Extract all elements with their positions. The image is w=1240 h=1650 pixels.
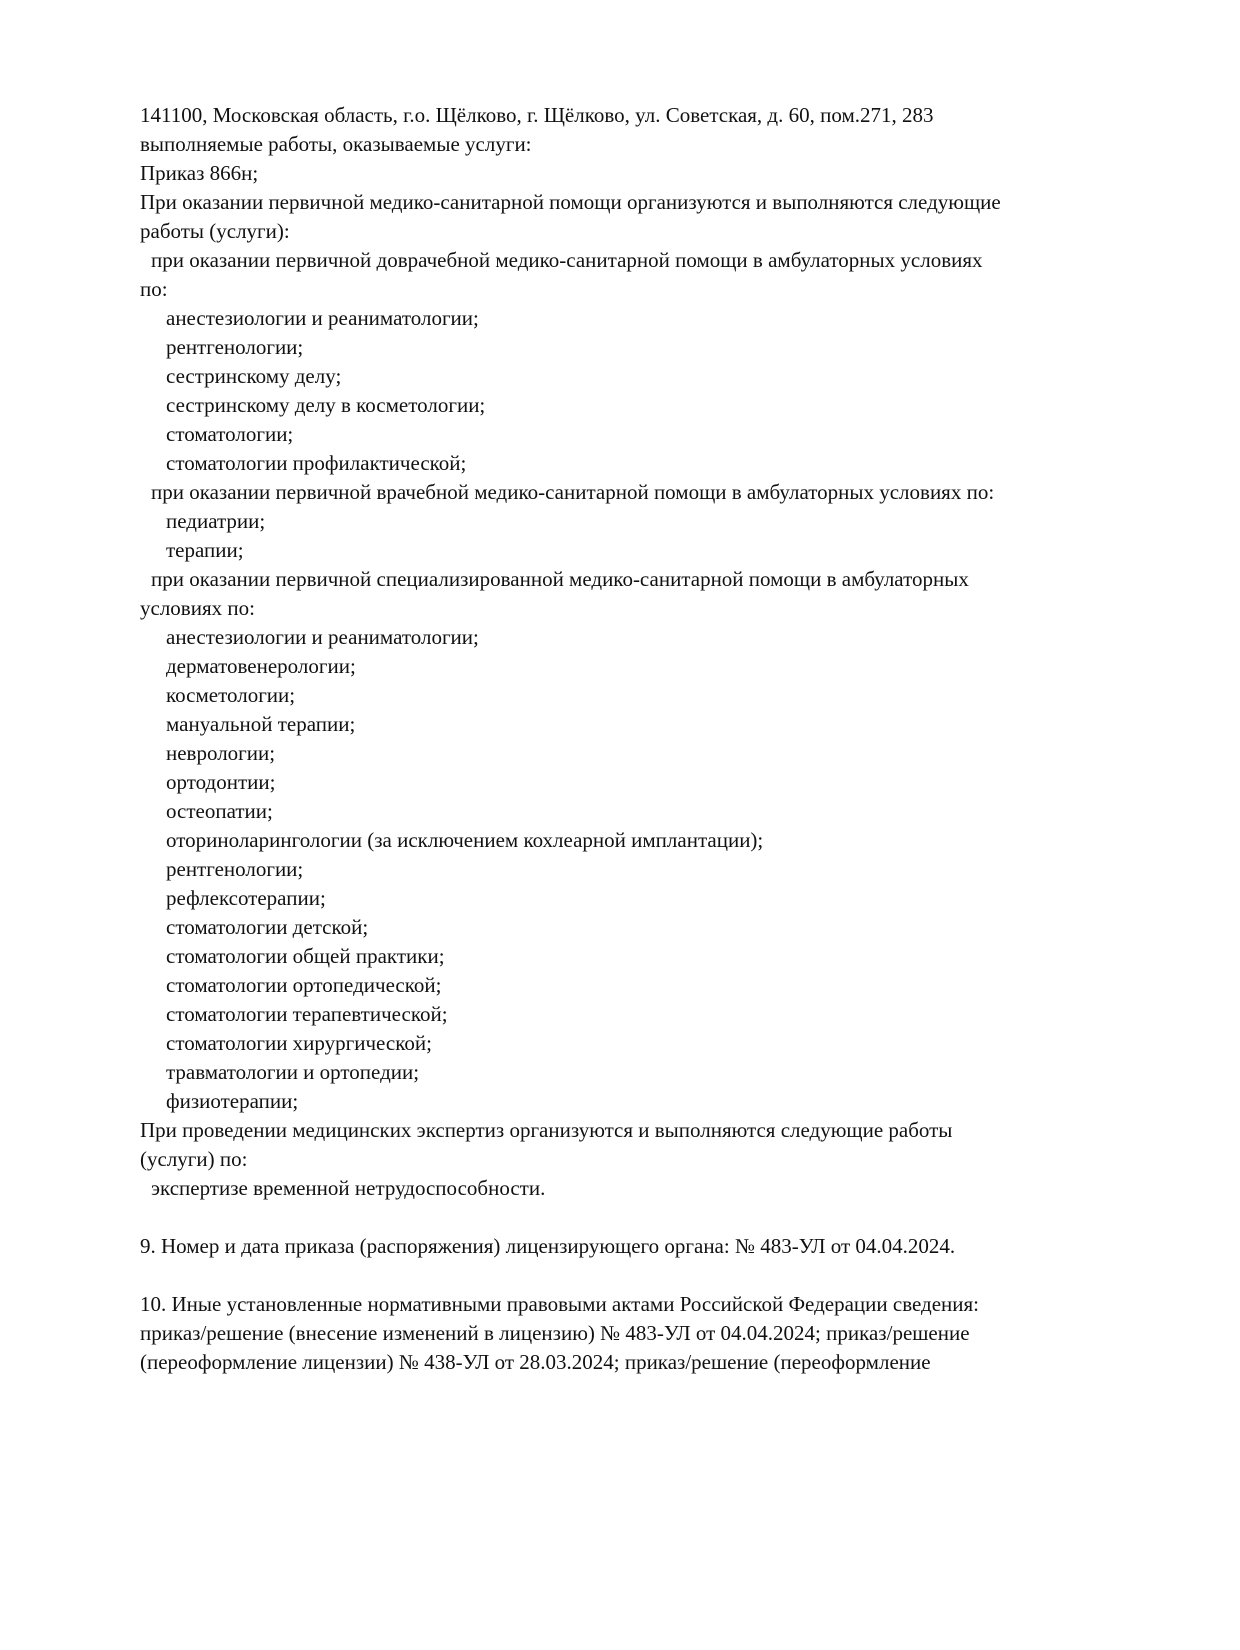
text-line: условиях по: (140, 596, 255, 620)
text-line: косметологии; (166, 683, 296, 707)
text-line (140, 1203, 1140, 1232)
text-line: приказ/решение (внесение изменений в лицензию) № 483-УЛ от 04.04.2024; приказ/решение (140, 1321, 970, 1345)
text-line: остеопатии; (166, 799, 273, 823)
text-line: При проведении медицинских экспертиз организуются и выполняются следующие работы (140, 1118, 953, 1142)
text-line: стоматологии; (166, 422, 294, 446)
text-line: 9. Номер и дата приказа (распоряжения) лицензирующего органа: № 483-УЛ от 04.04.2024. (140, 1234, 956, 1258)
text-line: выполняемые работы, оказываемые услуги: (140, 132, 532, 156)
text-line: терапии; (166, 538, 244, 562)
text-line: неврологии; (166, 741, 276, 765)
text-line: мануальной терапии; (166, 712, 356, 736)
text-line: сестринскому делу в косметологии; (166, 393, 486, 417)
text-line: стоматологии хирургической; (166, 1031, 432, 1055)
text-line: экспертизе временной нетрудоспособности. (151, 1176, 546, 1200)
text-line: работы (услуги): (140, 219, 290, 243)
text-line: стоматологии детской; (166, 915, 369, 939)
text-line: 141100, Московская область, г.о. Щёлково, г. Щёлково, ул. Советская, д. 60, пом.271, 283 (140, 103, 934, 127)
text-line (140, 1261, 1140, 1290)
text-line: рентгенологии; (166, 857, 304, 881)
text-line: При оказании первичной медико-санитарной помощи организуются и выполняются следующие (140, 190, 1001, 214)
text-line: дерматовенерологии; (166, 654, 356, 678)
text-line: Приказ 866н; (140, 161, 259, 185)
text-line: ортодонтии; (166, 770, 276, 794)
text-line: при оказании первичной доврачебной медико-санитарной помощи в амбулаторных условиях (151, 248, 983, 272)
text-line: физиотерапии; (166, 1089, 299, 1113)
text-line: по: (140, 277, 168, 301)
text-line: (услуги) по: (140, 1147, 248, 1171)
text-line: рефлексотерапии; (166, 886, 326, 910)
text-line: (переоформление лицензии) № 438-УЛ от 28.03.2024; приказ/решение (переоформление (140, 1350, 931, 1374)
document-lines (140, 101, 1140, 1377)
text-line: при оказании первичной врачебной медико-санитарной помощи в амбулаторных условиях по: (151, 480, 995, 504)
text-line: 10. Иные установленные нормативными правовыми актами Российской Федерации сведения: (140, 1292, 980, 1316)
text-line: стоматологии терапевтической; (166, 1002, 448, 1026)
text-line: стоматологии профилактической; (166, 451, 467, 475)
text-line: рентгенологии; (166, 335, 304, 359)
text-line: анестезиологии и реаниматологии; (166, 306, 479, 330)
text-line: при оказании первичной специализированной медико-санитарной помощи в амбулаторных (151, 567, 969, 591)
text-line: травматологии и ортопедии; (166, 1060, 420, 1084)
text-line: анестезиологии и реаниматологии; (166, 625, 479, 649)
text-line: стоматологии ортопедической; (166, 973, 442, 997)
text-line: педиатрии; (166, 509, 266, 533)
text-line: оториноларингологии (за исключением кохлеарной имплантации); (166, 828, 764, 852)
text-line: сестринскому делу; (166, 364, 342, 388)
text-line: стоматологии общей практики; (166, 944, 445, 968)
